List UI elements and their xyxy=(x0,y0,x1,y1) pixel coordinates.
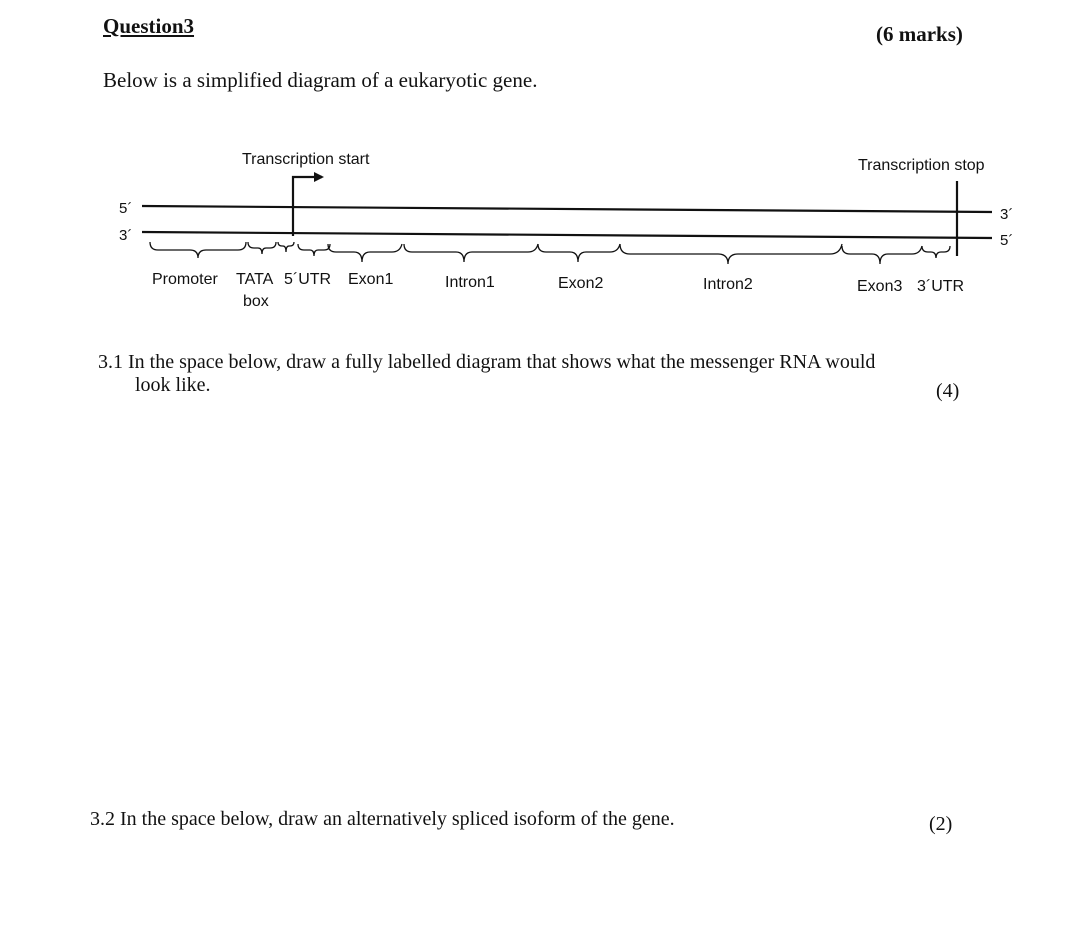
utr5-label: 5´UTR xyxy=(284,271,332,288)
question-3-1-line1: 3.1 In the space below, draw a fully labelled diagram that shows what the messenger RNA would xyxy=(98,351,876,373)
intron1-label: Intron1 xyxy=(445,274,495,291)
utr3-label: 3´UTR xyxy=(917,278,965,295)
question-3-1 xyxy=(98,351,978,397)
gene-diagram xyxy=(0,0,1080,330)
utr3-brace xyxy=(842,246,922,264)
bottom-strand-right-label: 5´ xyxy=(1000,232,1014,249)
question-intro: Below is a simplified diagram of a eukaryotic gene. xyxy=(103,68,538,92)
tata-box-label: box xyxy=(243,293,269,310)
transcription-start-label: Transcription start xyxy=(242,151,370,168)
intron2-brace xyxy=(538,244,620,262)
transcription-stop-label: Transcription stop xyxy=(858,157,985,174)
question-3-1-line2: look like. xyxy=(135,374,211,396)
top-strand-left-label: 5´ xyxy=(119,200,133,217)
promoter-brace xyxy=(150,242,246,258)
question-3-1-marks: (4) xyxy=(936,380,960,402)
exon2-brace xyxy=(404,244,538,262)
exon3-label: Exon3 xyxy=(857,278,903,295)
intron1-brace xyxy=(328,244,402,262)
exon2-label: Exon2 xyxy=(558,275,604,292)
bottom-strand-left-label: 3´ xyxy=(119,227,133,244)
exon1-label: Exon1 xyxy=(348,271,394,288)
top-dna-strand xyxy=(142,206,992,212)
bottom-dna-strand xyxy=(142,232,992,238)
exon3-brace xyxy=(620,244,842,264)
intron2-label: Intron2 xyxy=(703,276,753,293)
tata-box-brace xyxy=(248,242,276,254)
question-3-2: 3.2 In the space below, draw an alternatively spliced isoform of the gene. xyxy=(90,808,675,830)
question-title: Question3 xyxy=(103,14,195,38)
utr5-brace xyxy=(278,242,294,252)
exon1-brace xyxy=(298,244,330,256)
promoter-label: Promoter xyxy=(152,271,218,288)
top-strand-right-label: 3´ xyxy=(1000,206,1014,223)
utr3-tail-brace xyxy=(922,246,950,258)
question-3-2-marks: (2) xyxy=(929,813,953,835)
question-marks: (6 marks) xyxy=(876,22,963,46)
tata-label: TATA xyxy=(236,271,274,288)
